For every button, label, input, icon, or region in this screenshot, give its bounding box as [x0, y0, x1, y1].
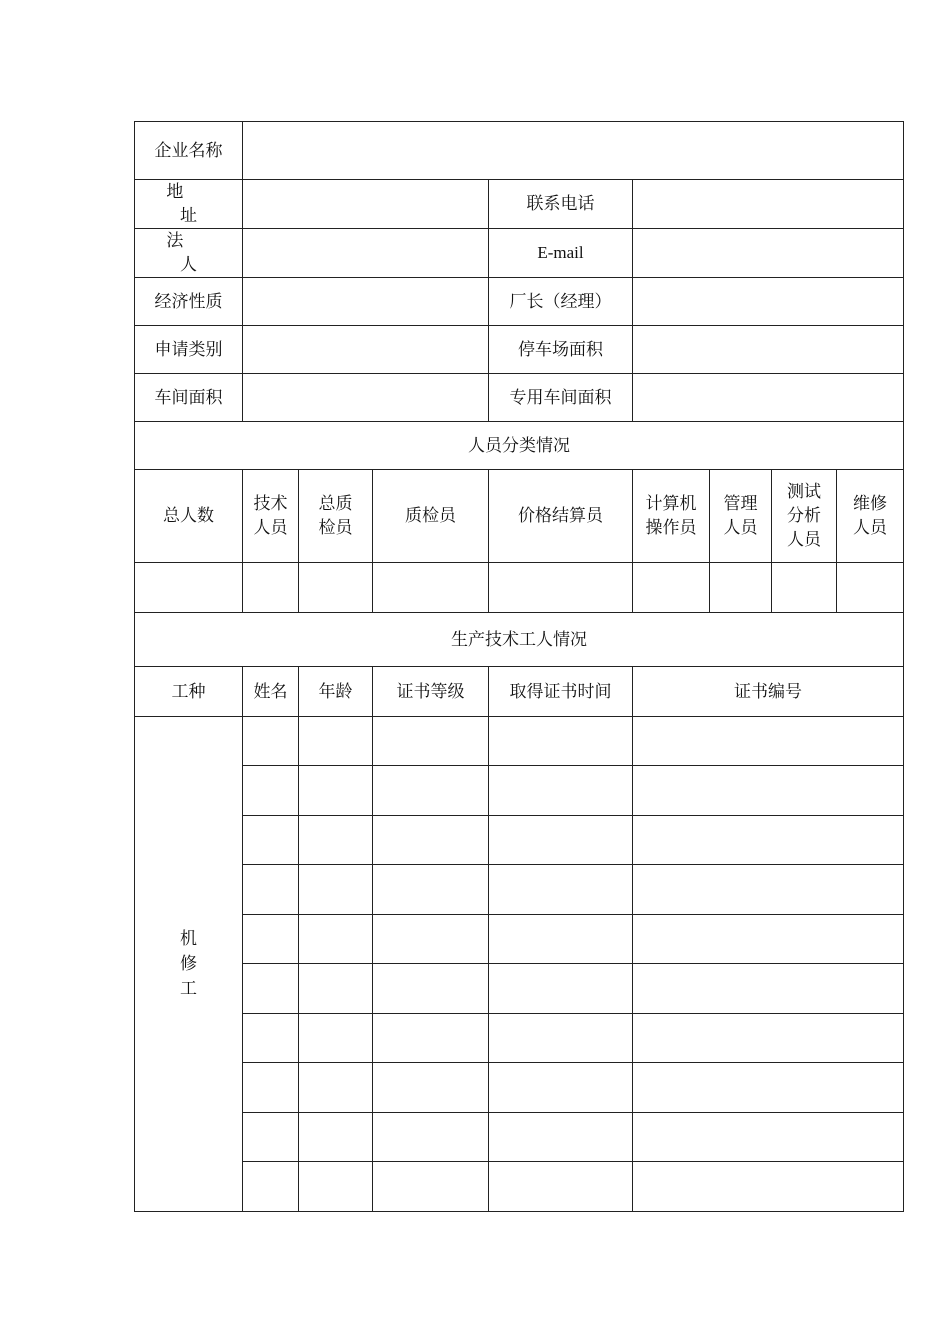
application-category-row — [135, 326, 904, 374]
application-category-label: 申请类别 — [135, 326, 243, 374]
worker-cert-number-field[interactable] — [633, 766, 904, 816]
cert-level-header: 证书等级 — [373, 667, 489, 717]
worker-cert-date-field[interactable] — [489, 865, 633, 915]
computer-operator-header: 计算机 操作员 — [633, 470, 710, 563]
worker-cert-level-field[interactable] — [373, 766, 489, 816]
worker-cert-level-field[interactable] — [373, 1162, 489, 1212]
worker-name-field[interactable] — [243, 766, 299, 816]
director-label: 厂长（经理） — [489, 278, 633, 326]
worker-age-field[interactable] — [299, 1014, 373, 1063]
worker-cert-number-field[interactable] — [633, 865, 904, 915]
management-staff-field[interactable] — [710, 563, 772, 613]
maintenance-staff-field[interactable] — [837, 563, 904, 613]
worker-cert-date-field[interactable] — [489, 816, 633, 865]
qc-field[interactable] — [373, 563, 489, 613]
dedicated-workshop-area-field[interactable] — [633, 374, 904, 422]
worker-name-field[interactable] — [243, 1063, 299, 1113]
worker-row — [135, 964, 904, 1014]
worker-row — [135, 865, 904, 915]
qc-header: 质检员 — [373, 470, 489, 563]
personnel-values-row — [135, 563, 904, 613]
worker-row — [135, 717, 904, 766]
worker-row — [135, 1113, 904, 1162]
personnel-section-title: 人员分类情况 — [135, 422, 904, 470]
worker-row — [135, 915, 904, 964]
maintenance-staff-header: 维修 人员 — [837, 470, 904, 563]
cert-number-header: 证书编号 — [633, 667, 904, 717]
worker-name-field[interactable] — [243, 1113, 299, 1162]
parking-area-field[interactable] — [633, 326, 904, 374]
worker-cert-number-field[interactable] — [633, 964, 904, 1014]
worker-age-field[interactable] — [299, 717, 373, 766]
chief-qc-header: 总质 检员 — [299, 470, 373, 563]
company-name-field[interactable] — [243, 122, 904, 180]
registration-form-table — [134, 121, 904, 1212]
worker-age-field[interactable] — [299, 1162, 373, 1212]
worker-cert-number-field[interactable] — [633, 717, 904, 766]
legal-person-row — [135, 229, 904, 278]
workshop-area-field[interactable] — [243, 374, 489, 422]
worker-cert-number-field[interactable] — [633, 915, 904, 964]
worker-cert-level-field[interactable] — [373, 816, 489, 865]
total-headcount-header: 总人数 — [135, 470, 243, 563]
email-label: E-mail — [489, 229, 633, 278]
economic-nature-row — [135, 278, 904, 326]
worker-cert-level-field[interactable] — [373, 1063, 489, 1113]
technical-staff-field[interactable] — [243, 563, 299, 613]
address-field[interactable] — [243, 180, 489, 229]
worker-row — [135, 1014, 904, 1063]
worker-cert-date-field[interactable] — [489, 915, 633, 964]
company-name-label: 企业名称 — [135, 122, 243, 180]
pricing-clerk-field[interactable] — [489, 563, 633, 613]
worker-cert-date-field[interactable] — [489, 1113, 633, 1162]
worker-cert-level-field[interactable] — [373, 717, 489, 766]
pricing-clerk-header: 价格结算员 — [489, 470, 633, 563]
application-category-field[interactable] — [243, 326, 489, 374]
worker-cert-date-field[interactable] — [489, 1162, 633, 1212]
testing-staff-field[interactable] — [772, 563, 837, 613]
trade-mechanic-cell — [135, 717, 243, 1212]
company-name-row — [135, 122, 904, 180]
worker-cert-level-field[interactable] — [373, 1113, 489, 1162]
legal-person-field[interactable] — [243, 229, 489, 278]
parking-area-label: 停车场面积 — [489, 326, 633, 374]
personnel-header-row — [135, 470, 904, 563]
worker-row — [135, 1063, 904, 1113]
workers-header-row — [135, 667, 904, 717]
worker-age-field[interactable] — [299, 1113, 373, 1162]
email-field[interactable] — [633, 229, 904, 278]
worker-age-field[interactable] — [299, 865, 373, 915]
worker-cert-level-field[interactable] — [373, 964, 489, 1014]
testing-staff-header: 测试 分析 人员 — [772, 470, 837, 563]
worker-cert-date-field[interactable] — [489, 964, 633, 1014]
workshop-area-label: 车间面积 — [135, 374, 243, 422]
management-staff-header: 管理 人员 — [710, 470, 772, 563]
age-header: 年龄 — [299, 667, 373, 717]
workshop-area-row — [135, 374, 904, 422]
economic-nature-field[interactable] — [243, 278, 489, 326]
economic-nature-label: 经济性质 — [135, 278, 243, 326]
worker-name-field[interactable] — [243, 915, 299, 964]
worker-age-field[interactable] — [299, 816, 373, 865]
legal-person-label: 法 人 — [135, 229, 243, 278]
worker-cert-level-field[interactable] — [373, 865, 489, 915]
worker-cert-date-field[interactable] — [489, 1063, 633, 1113]
worker-age-field[interactable] — [299, 915, 373, 964]
worker-cert-date-field[interactable] — [489, 1014, 633, 1063]
dedicated-workshop-area-label: 专用车间面积 — [489, 374, 633, 422]
worker-name-field[interactable] — [243, 865, 299, 915]
worker-name-field[interactable] — [243, 717, 299, 766]
total-headcount-field[interactable] — [135, 563, 243, 613]
workers-section-row — [135, 613, 904, 667]
computer-operator-field[interactable] — [633, 563, 710, 613]
worker-name-field[interactable] — [243, 1162, 299, 1212]
worker-row — [135, 1162, 904, 1212]
worker-cert-number-field[interactable] — [633, 816, 904, 865]
worker-cert-date-field[interactable] — [489, 717, 633, 766]
trade-header: 工种 — [135, 667, 243, 717]
workers-section-title: 生产技术工人情况 — [135, 613, 904, 667]
worker-row — [135, 766, 904, 816]
worker-name-field[interactable] — [243, 816, 299, 865]
worker-age-field[interactable] — [299, 964, 373, 1014]
cert-date-header: 取得证书时间 — [489, 667, 633, 717]
worker-cert-number-field[interactable] — [633, 1014, 904, 1063]
worker-age-field[interactable] — [299, 766, 373, 816]
director-field[interactable] — [633, 278, 904, 326]
personnel-section-row — [135, 422, 904, 470]
chief-qc-field[interactable] — [299, 563, 373, 613]
worker-cert-level-field[interactable] — [373, 915, 489, 964]
worker-name-field[interactable] — [243, 1014, 299, 1063]
worker-age-field[interactable] — [299, 1063, 373, 1113]
worker-cert-number-field[interactable] — [633, 1113, 904, 1162]
worker-cert-number-field[interactable] — [633, 1162, 904, 1212]
phone-field[interactable] — [633, 180, 904, 229]
phone-label: 联系电话 — [489, 180, 633, 229]
worker-cert-date-field[interactable] — [489, 766, 633, 816]
worker-name-field[interactable] — [243, 964, 299, 1014]
name-header: 姓名 — [243, 667, 299, 717]
worker-row — [135, 816, 904, 865]
worker-cert-number-field[interactable] — [633, 1063, 904, 1113]
trade-mechanic-label: 机 修 工 — [180, 928, 197, 999]
address-label: 地 址 — [135, 180, 243, 229]
technical-staff-header: 技术 人员 — [243, 470, 299, 563]
address-row — [135, 180, 904, 229]
worker-cert-level-field[interactable] — [373, 1014, 489, 1063]
